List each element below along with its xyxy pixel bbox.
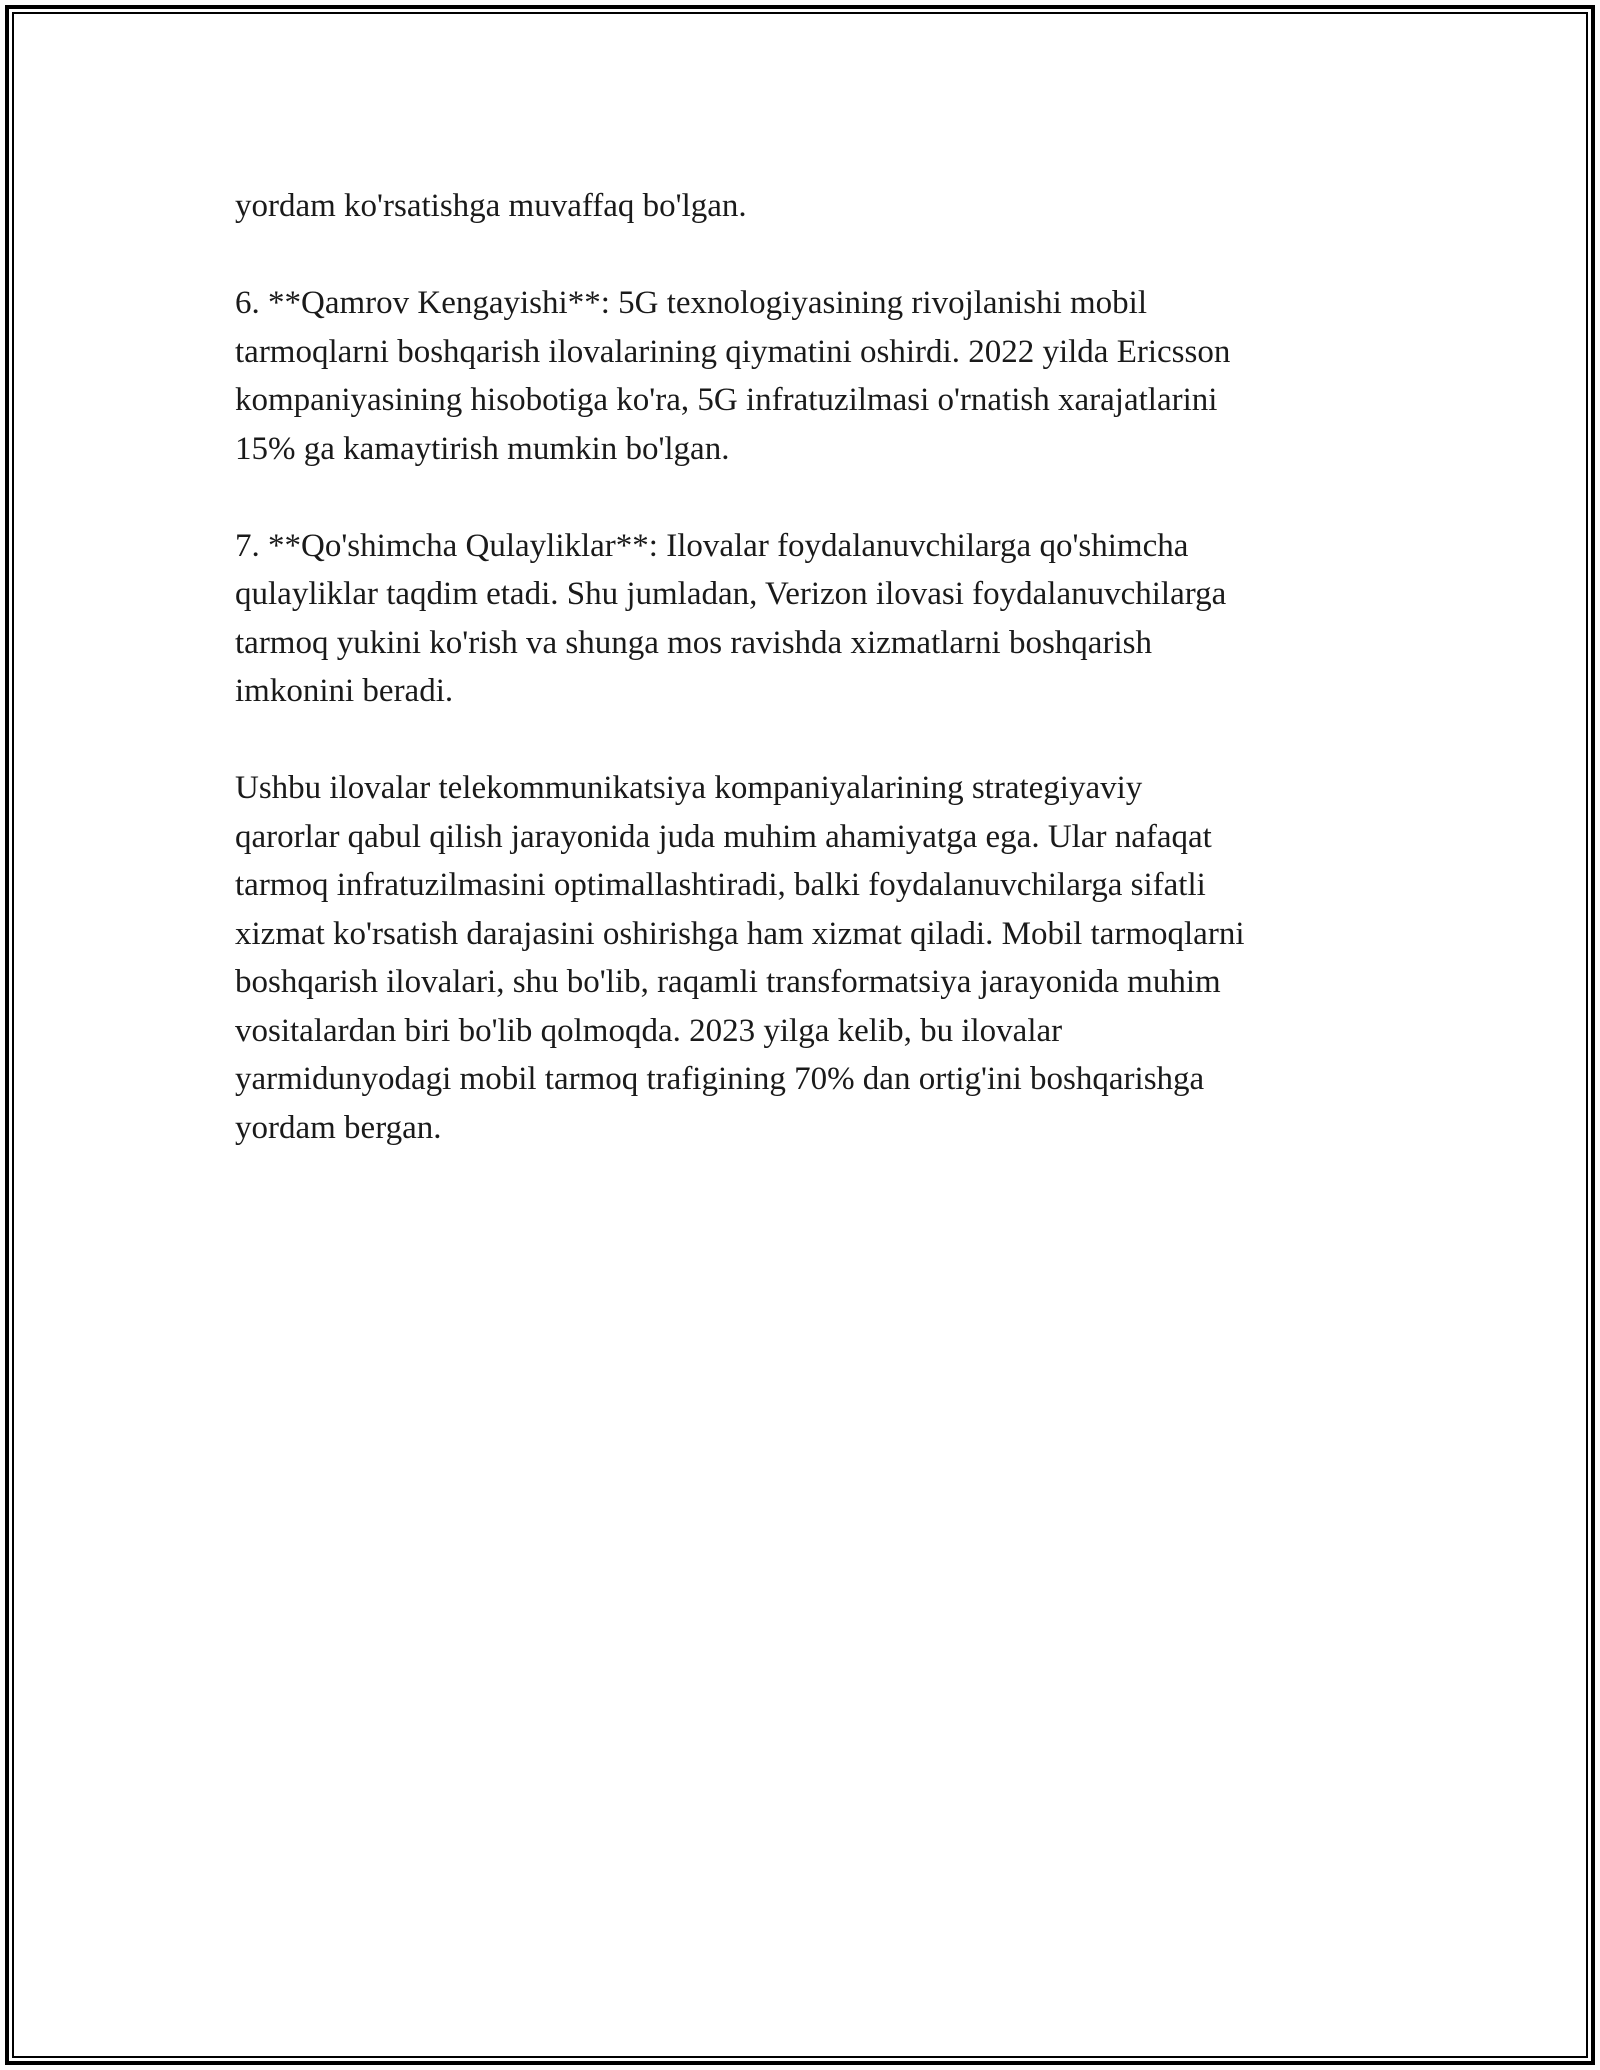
paragraph-conclusion: Ushbu ilovalar telekommunikatsiya kompaniyalarining strategiyaviy qarorlar qabul qilish jarayonida juda muhim ahamiyatga ega. Ular nafaqat tarmoq infratuzilmasini optimallashtiradi, balki foydalanuvchilarga sifatli xizmat ko'rsatish darajasini oshirishga ham xizmat qiladi. Mobil tarmoqlarni boshqarish ilovalari, shu bo'lib, raqamli transformatsiya jarayonida muhim vositalardan biri bo'lib qolmoqda. 2023 yilga kelib, bu ilovalar yarmidunyodagi mobil tarmoq trafigining 70% dan ortig'ini boshqarishga yordam bergan.: [235, 770, 1245, 1146]
paragraph-item-7: 7. **Qo'shimcha Qulayliklar**: Ilovalar foydalanuvchilarga qo'shimcha qulayliklar taqdim etadi. Shu jumladan, Verizon ilovasi foydalanuvchilarga tarmoq yukini ko'rish va shunga mos ravishda xizmatlarni boshqarish imkonini beradi.: [235, 527, 1227, 709]
paragraph-item-6: 6. **Qamrov Kengayishi**: 5G texnologiyasining rivojlanishi mobil tarmoqlarni boshqarish ilovalarining qiymatini oshirdi. 2022 yilda Ericsson kompaniyasining hisobotiga ko'ra, 5G infratuzilmasi o'rnatish xarajatlarini 15% ga kamaytirish mumkin bo'lgan.: [235, 285, 1231, 467]
paragraph-continuation: yordam ko'rsatishga muvaffaq bo'lgan.: [235, 188, 747, 224]
document-body: [235, 182, 1365, 1201]
